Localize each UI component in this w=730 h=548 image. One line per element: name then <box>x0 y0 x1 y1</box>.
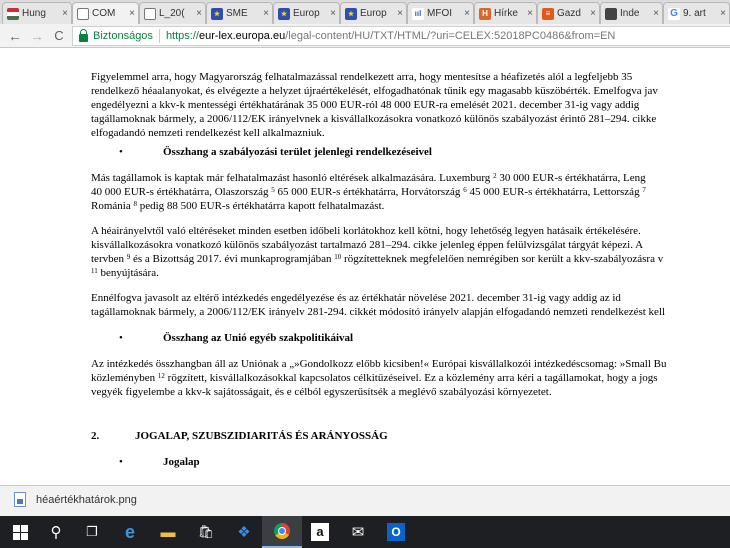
heading-regulatory-consistency: Összhang a szabályozási terület jelenlegi rendelkezéseivel <box>163 146 432 158</box>
browser-toolbar <box>0 24 730 48</box>
g-logo-icon: ≡ <box>542 8 554 20</box>
edge-icon[interactable]: e <box>124 521 135 542</box>
tab-label: L_20( <box>159 8 185 19</box>
mail-icon[interactable]: ✉ <box>351 524 365 541</box>
tab-close-icon[interactable]: × <box>720 8 726 19</box>
tab-label: Europ <box>293 8 320 19</box>
tab-label: SME <box>226 8 248 19</box>
paragraph-line: Figyelemmel arra, hogy Magyarország felhatalmazással rendelkezett arra, hogy mentesítse a héafizetés alól a legfeljebb 35 <box>91 71 633 83</box>
text-span: rögzítetteknek megfelelően nemrégiben sor került a kkv-szabályozásra v <box>344 253 664 265</box>
footnote-link[interactable]: 2 <box>493 172 497 180</box>
document-icon <box>77 8 89 20</box>
paragraph-line: kisvállalkozásokra vonatkozó különös szabályozást tartalmazó 281–294. cikke jelenleg éppen felülvizsgálat tárgyát képezi. A <box>91 239 644 251</box>
store-icon[interactable]: 🛍 <box>197 524 215 539</box>
text-span: benyújtására. <box>100 267 159 279</box>
reload-icon[interactable]: C <box>54 28 64 43</box>
download-item[interactable] <box>14 492 137 507</box>
divider <box>159 29 160 43</box>
text-span: közleményben <box>91 372 156 384</box>
tab-label: 9. art <box>683 8 706 19</box>
tab-close-icon[interactable]: × <box>397 8 403 19</box>
paragraph-line: tagállamoknak bármely, a 2006/112/EK irányelvnek a kisvállalkozásokra vonatkozó különös szabályozást érintő 281–294. cikke <box>91 113 657 125</box>
tab-close-icon[interactable]: × <box>196 8 202 19</box>
paragraph-line <box>91 371 730 385</box>
task-view-icon[interactable]: ❐ <box>86 524 98 539</box>
bullet: • <box>119 146 123 158</box>
tab-close-icon[interactable]: × <box>62 8 68 19</box>
chart-icon: ııl <box>412 8 424 20</box>
tab-europ-1[interactable] <box>273 2 340 24</box>
tab-mfor[interactable] <box>407 2 474 24</box>
text-span: 65 000 EUR-s értékhatárra, Horvátország <box>277 186 461 198</box>
tab-label: Hung <box>22 8 46 19</box>
url-path: /legal-content/HU/TXT/HTML/?uri=CELEX:52018PC0486&from=EN <box>285 30 616 42</box>
secure-label: Biztonságos <box>93 30 153 42</box>
document-icon <box>144 8 156 20</box>
taskbar <box>0 516 730 548</box>
tab-europ-2[interactable] <box>340 2 407 24</box>
windows-start-icon[interactable] <box>0 516 40 548</box>
tab-index[interactable] <box>600 2 663 24</box>
footnote-link[interactable]: 10 <box>334 253 342 261</box>
section-title: JOGALAP, SZUBSZIDIARITÁS ÉS ARÁNYOSSÁG <box>135 430 388 442</box>
google-icon: G <box>668 8 680 20</box>
chrome-icon[interactable] <box>262 516 302 548</box>
text-span: rögzített, kisvállalkozásokkal kapcsolatos célkitűzéseivel. Ez a közlemény arra kéri a tagállamokat, hogy a jogs <box>167 372 658 384</box>
paragraph-line <box>91 171 730 185</box>
back-arrow-icon[interactable]: ← <box>8 28 22 44</box>
search-icon[interactable]: ⚲ <box>50 524 62 541</box>
index-logo-icon <box>605 8 617 20</box>
address-bar[interactable] <box>72 26 730 46</box>
url-protocol: https:// <box>165 30 199 42</box>
paragraph-line <box>91 252 730 266</box>
download-filename: héaértékhatárok.png <box>36 493 137 506</box>
paragraph-line: vegyék figyelembe a kkv-k sajátosságait, és e célból egyszerűsítsék a meglévő szabályozási környezetet. <box>91 386 552 398</box>
text-span: és a Bizottság 2017. évi munkaprogramjában <box>132 253 332 265</box>
text-span: Más tagállamok is kaptak már felhatalmazást hasonló eltérések alkalmazására. Luxemburg <box>91 172 491 184</box>
tab-google[interactable] <box>663 2 730 24</box>
paragraph-line <box>91 199 730 213</box>
file-explorer-icon[interactable]: ▬ <box>160 523 176 541</box>
paragraph-line <box>91 266 730 280</box>
flag-icon <box>7 8 19 20</box>
paragraph-line: Az intézkedés összhangban áll az Uniónak a „»Gondolkozz előbb kicsiben!« Európai kisvállalkozói intézkedéscsomag: »Small Bu <box>91 358 667 370</box>
bullet: • <box>119 332 123 344</box>
eu-flag-icon: ★ <box>278 8 290 20</box>
download-bar <box>0 485 730 516</box>
url-host: eur-lex.europa.eu <box>198 30 286 42</box>
paragraph-line: A héairányelvtől való eltéréseket minden esetben időbeli korlátokhoz kell kötni, hogy lehetőség legyen hatásaik értékelésére. <box>91 225 641 237</box>
document-body <box>0 48 730 485</box>
heading-legal-basis: Jogalap <box>163 456 200 468</box>
dropbox-icon[interactable]: ❖ <box>237 524 251 541</box>
tab-gazdasag[interactable] <box>537 2 600 24</box>
section-number: 2. <box>91 430 100 442</box>
tab-hirek[interactable] <box>474 2 537 24</box>
tab-label: COM <box>92 8 116 19</box>
footnote-link[interactable]: 7 <box>642 186 646 194</box>
paragraph-line: elfogadandó nemzeti rendelkezést kell alkalmazniuk. <box>91 127 325 139</box>
tab-close-icon[interactable]: × <box>263 8 269 19</box>
eu-flag-icon: ★ <box>345 8 357 20</box>
tab-close-icon[interactable]: × <box>129 8 135 19</box>
paragraph-line: engedélyezni a kkv-k mentességi értékhatárának 35 000 EUR-ról 48 000 EUR-ra emelését 2021. december 31-ig vagy addig <box>91 99 640 111</box>
tab-label: Europ <box>360 8 387 19</box>
heading-eu-policy-consistency: Összhang az Unió egyéb szakpolitikáival <box>163 332 354 344</box>
amazon-icon[interactable] <box>300 516 340 548</box>
text-span: 45 000 EUR-s értékhatárra, Lettország <box>469 186 640 198</box>
tab-sme[interactable] <box>206 2 273 24</box>
tab-close-icon[interactable]: × <box>527 8 533 19</box>
h-logo-icon: H <box>479 8 491 20</box>
text-span: 40 000 EUR-s értékhatárra, Olaszország <box>91 186 269 198</box>
text-span: pedig 88 500 EUR-s értékhatárra kapott felhatalmazást. <box>139 200 385 212</box>
amazon-logo: a <box>311 523 329 541</box>
footnote-link[interactable]: 5 <box>271 186 275 194</box>
lock-icon <box>79 34 88 42</box>
tab-label: MFOI <box>427 8 452 19</box>
tab-label: Hírke <box>494 8 518 19</box>
tab-label: Gazd <box>557 8 581 19</box>
tab-strip <box>0 0 730 24</box>
bullet: • <box>119 456 123 468</box>
forward-arrow-icon[interactable]: → <box>30 28 44 44</box>
tab-label: Inde <box>620 8 640 19</box>
eu-flag-icon: ★ <box>211 8 223 20</box>
footnote-link[interactable]: 6 <box>463 186 467 194</box>
paragraph-line: tagállamoknak bármely, a 2006/112/EK irányelv 281-294. cikkét módosító irányelv alapján elfogadandó nemzeti rendelkezést kell <box>91 306 666 318</box>
tab-close-icon[interactable]: × <box>653 8 659 19</box>
paragraph-line <box>91 185 730 199</box>
footnote-link[interactable]: 9 <box>126 253 131 261</box>
outlook-icon[interactable] <box>376 516 416 548</box>
image-file-icon <box>14 492 26 507</box>
tab-com[interactable] <box>72 2 139 24</box>
tab-hungary[interactable] <box>2 2 72 24</box>
text-span: 30 000 EUR-s értékhatárra, Leng <box>499 172 646 184</box>
tab-close-icon[interactable]: × <box>330 8 336 19</box>
text-span: tervben <box>91 253 124 265</box>
text-span: Románia <box>91 200 131 212</box>
tab-l2016[interactable] <box>139 2 206 24</box>
paragraph-line: Ennélfogva javasolt az eltérő intézkedés engedélyezése és az értékhatár növelése 2021. december 31-ig vagy addig az id <box>91 292 621 304</box>
tab-close-icon[interactable]: × <box>464 8 470 19</box>
footnote-link[interactable]: 12 <box>157 372 165 380</box>
tab-close-icon[interactable]: × <box>590 8 596 19</box>
footnote-link[interactable]: 8 <box>133 200 137 208</box>
outlook-logo: O <box>387 523 405 541</box>
paragraph-line: rendelkező héaalanyokat, és elvégezte a helyzet újraértékelését, elfogadhatónak tűnik egy magasabb küszöbérték. Emelfogva jav <box>91 85 658 97</box>
footnote-link[interactable]: 11 <box>91 267 98 275</box>
